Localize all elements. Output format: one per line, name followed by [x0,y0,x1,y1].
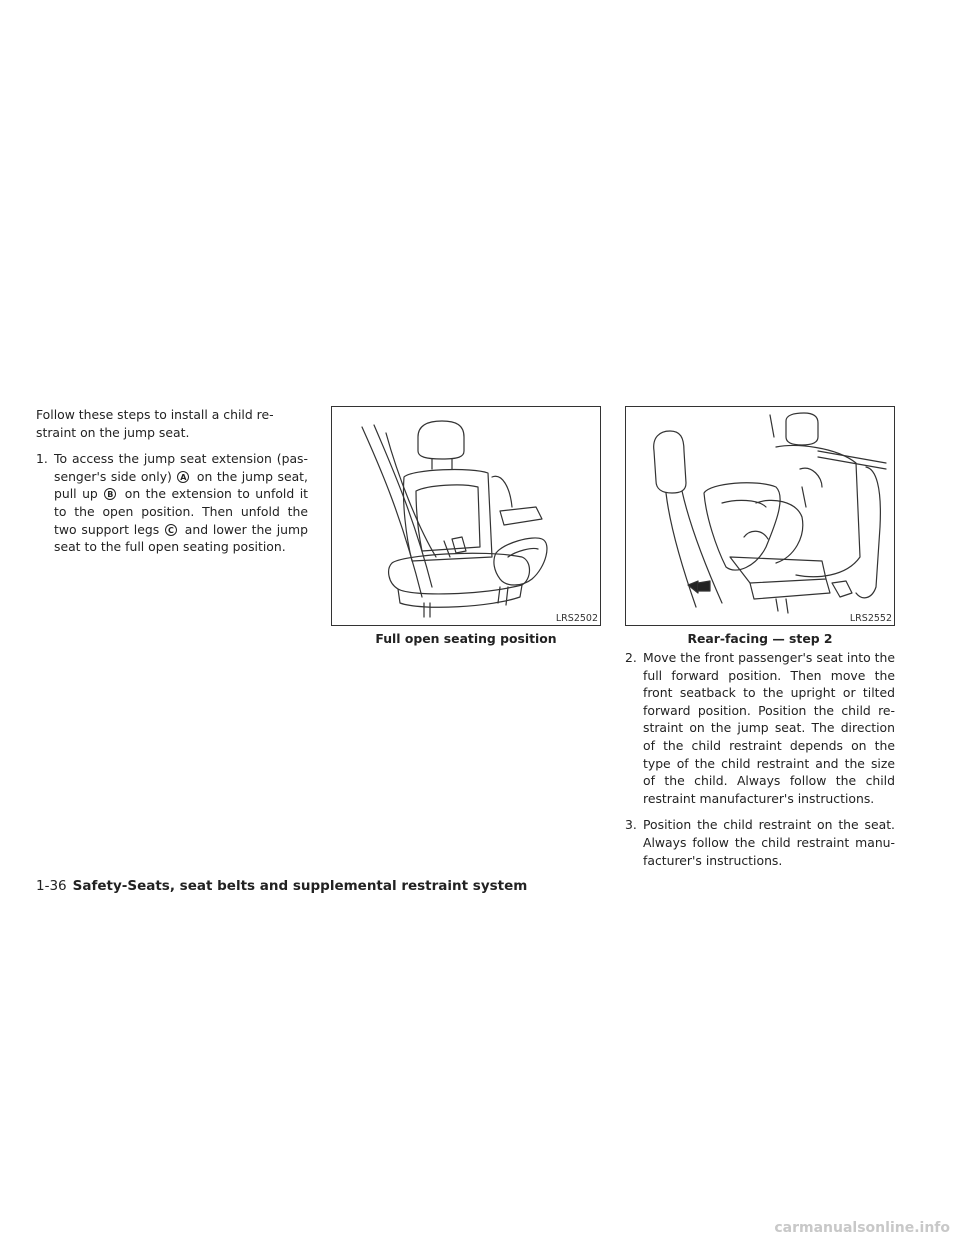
step-1-text-c: on the extension to unfold it to the open position. Then unfold the two support legs [54,486,308,537]
step-3 [625,816,895,869]
text-column-left [36,406,308,556]
rear-facing-illustration [626,407,894,625]
text-column-right [625,649,895,869]
marker-c-icon: C [165,524,177,536]
step-1-text-a: To access the jump seat extension (pas-senger's side only) [54,451,308,484]
step-1-text-d: and lower the jump seat to the full open seating position. [54,521,308,555]
step-number: 2. [625,650,637,665]
figure-full-open-seating [331,406,601,626]
watermark: carmanualsonline.info [774,1220,950,1236]
page-number: 1-36 [36,878,67,894]
figure-caption: Rear-facing — step 2 [687,631,833,646]
marker-b-icon: B [104,488,116,500]
step-3-text: Position the child restraint on the seat. Always follow the child restraint manu-facturer's instructions. [643,817,895,868]
page-footer [36,878,527,894]
step-1 [36,450,308,556]
step-1-text-b: on the jump seat, pull up [54,468,308,502]
chapter-title: Safety-Seats, seat belts and supplemental restraint system [72,878,528,894]
step-number: 3. [625,817,637,833]
marker-a-icon: A [177,471,189,483]
figure-code: LRS2502 [555,613,598,624]
figure-code: LRS2552 [849,613,892,624]
figure-rear-facing-step-2 [625,406,895,626]
step-2 [625,649,895,807]
jump-seat-illustration [332,407,600,625]
figure-caption: Full open seating position [375,631,557,646]
step-number: 1. [36,451,48,467]
step-2-text: Move the front passenger's seat into the full forward position. Then move the front seatback to the upright or tilted forward position. Position the child re-straint on the jump seat. The direction of the child restraint depends on the type of the child restraint and the size of the child. Always follow the child restraint manufacturer's instructions. [643,650,895,806]
intro-paragraph: Follow these steps to install a child re-straint on the jump seat. [36,407,274,440]
